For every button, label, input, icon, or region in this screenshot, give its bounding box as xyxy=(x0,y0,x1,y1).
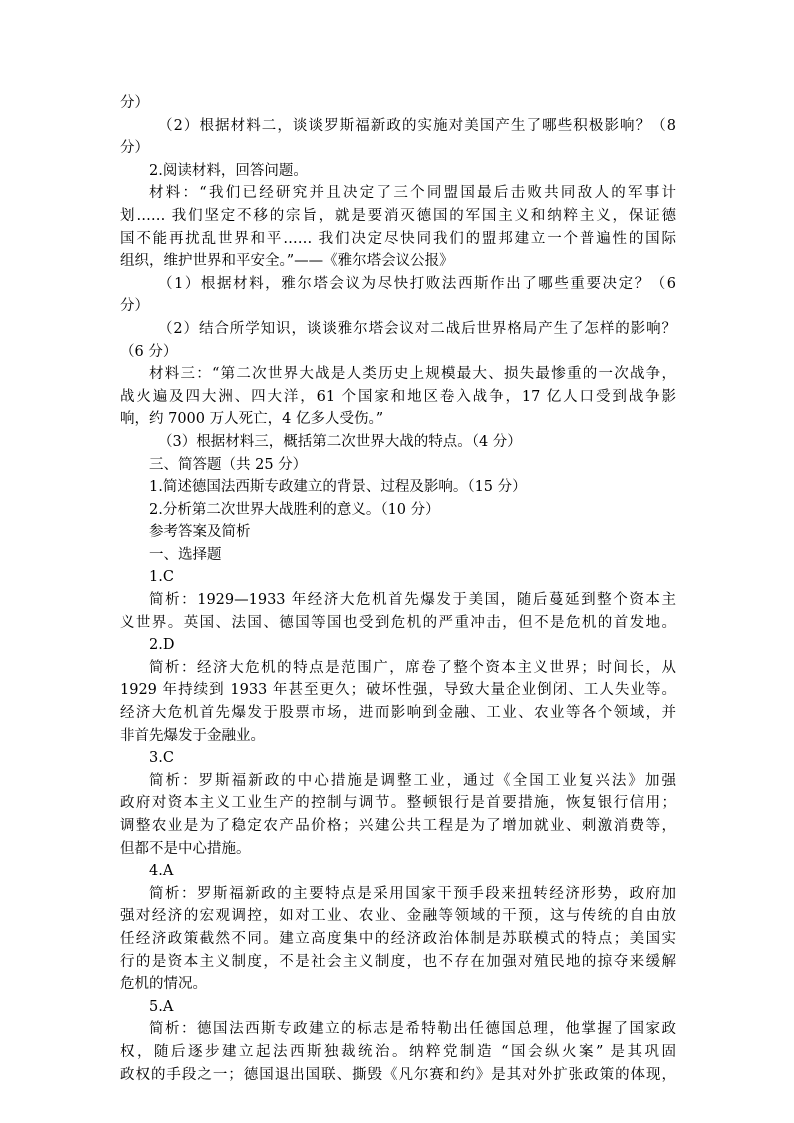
text-line: 权，随后逐步建立起法西斯独裁统治。纳粹党制造 “国会纵火案” 是其巩固 xyxy=(120,1043,676,1060)
text-line: 危机的情况。 xyxy=(120,976,207,993)
document-page xyxy=(120,92,676,1086)
section-heading: 参考答案及简析 xyxy=(149,524,251,541)
text-line: 材料：“我们已经研究并且决定了三个同盟国最后击败共同敌人的军事计 xyxy=(149,185,676,202)
text-line: 1929 年持续到 1933 年甚至更久；破坏性强，导致大量企业倒闭、工人失业等。 xyxy=(120,682,676,699)
answer-label: 1.C xyxy=(149,569,174,586)
text-line: 强对经济的宏观调控，如对工业、农业、金融等领域的干预，这与传统的自由放 xyxy=(120,908,676,925)
answer-label: 4.A xyxy=(149,863,174,880)
answer-label: 5.A xyxy=(149,998,174,1015)
text-line: 2.阅读材料，回答问题。 xyxy=(149,162,308,179)
text-line: 简析：罗斯福新政的主要特点是采用国家干预手段来扭转经济形势，政府加 xyxy=(149,885,676,902)
text-line: 经济大危机首先爆发于股票市场，进而影响到金融、工业、农业等各个领域，并 xyxy=(120,705,676,722)
text-line: 分） xyxy=(120,95,149,111)
text-line: 组织，维护世界和平安全。”——《雅尔塔会议公报》 xyxy=(120,253,454,270)
text-line: 战火遍及四大洲、四大洋，61 个国家和地区卷入战争，17 亿人口受到战争影 xyxy=(120,388,676,405)
text-line: 简析：罗斯福新政的中心措施是调整工业，通过《全国工业复兴法》加强 xyxy=(149,772,676,789)
text-line: 2.分析第二次世界大战胜利的意义。（10 分） xyxy=(149,501,440,518)
text-line: （1）根据材料，雅尔塔会议为尽快打败法西斯作出了哪些重要决定？（6 xyxy=(158,275,676,292)
text-line: 分） xyxy=(120,140,149,157)
text-line: 简析：经济大危机的特点是范围广，席卷了整个资本主义世界；时间长，从 xyxy=(149,659,676,676)
text-line: （2）结合所学知识，谈谈雅尔塔会议对二战后世界格局产生了怎样的影响？ xyxy=(158,320,676,337)
text-line: 响，约 7000 万人死亡，4 亿多人受伤。” xyxy=(120,411,384,428)
text-line: 1.简述德国法西斯专政建立的背景、过程及影响。（15 分） xyxy=(149,479,527,496)
section-heading: 一、选择题 xyxy=(149,546,222,563)
text-line: 分） xyxy=(120,298,149,315)
text-line: 划…… 我们坚定不移的宗旨，就是要消灭德国的军国主义和纳粹主义，保证德 xyxy=(120,207,676,224)
text-line: （6 分） xyxy=(120,343,178,360)
text-line: （2）根据材料二，谈谈罗斯福新政的实施对美国产生了哪些积极影响？（8 xyxy=(158,117,676,134)
text-line: （3）根据材料三，概括第二次世界大战的特点。（4 分） xyxy=(158,433,522,450)
text-line: 调整农业是为了稳定农产品价格；兴建公共工程是为了增加就业、刺激消费等， xyxy=(120,818,676,834)
section-heading: 三、简答题（共 25 分） xyxy=(149,456,308,473)
text-line: 国不能再扰乱世界和平…… 我们决定尽快同我们的盟邦建立一个普遍性的国际 xyxy=(120,230,676,247)
answer-label: 2.D xyxy=(149,637,175,654)
text-line: 但都不是中心措施。 xyxy=(120,840,251,857)
text-line: 简析：德国法西斯专政建立的标志是希特勒出任德国总理，他掌握了国家政 xyxy=(149,1021,676,1038)
text-line: 政府对资本主义工业生产的控制与调节。整顿银行是首要措施，恢复银行信用； xyxy=(120,795,676,812)
text-line: 任经济政策截然不同。建立高度集中的经济政治体制是苏联模式的特点；美国实 xyxy=(120,930,676,947)
text-line: 行的是资本主义制度，不是社会主义制度，也不存在加强对殖民地的掠夺来缓解 xyxy=(120,953,676,970)
text-line: 非首先爆发于金融业。 xyxy=(120,727,265,744)
answer-label: 3.C xyxy=(149,750,174,767)
text-line: 简析：1929—1933 年经济大危机首先爆发于美国，随后蔓延到整个资本主 xyxy=(149,592,676,609)
text-line: 政权的手段之一；德国退出国联、撕毁《凡尔赛和约》是其对外扩张政策的体现， xyxy=(120,1066,676,1083)
text-line: 义世界。英国、法国、德国等国也受到危机的严重冲击，但不是危机的首发地。 xyxy=(120,614,676,631)
text-line: 材料三：“第二次世界大战是人类历史上规模最大、损失最惨重的一次战争， xyxy=(149,366,676,383)
